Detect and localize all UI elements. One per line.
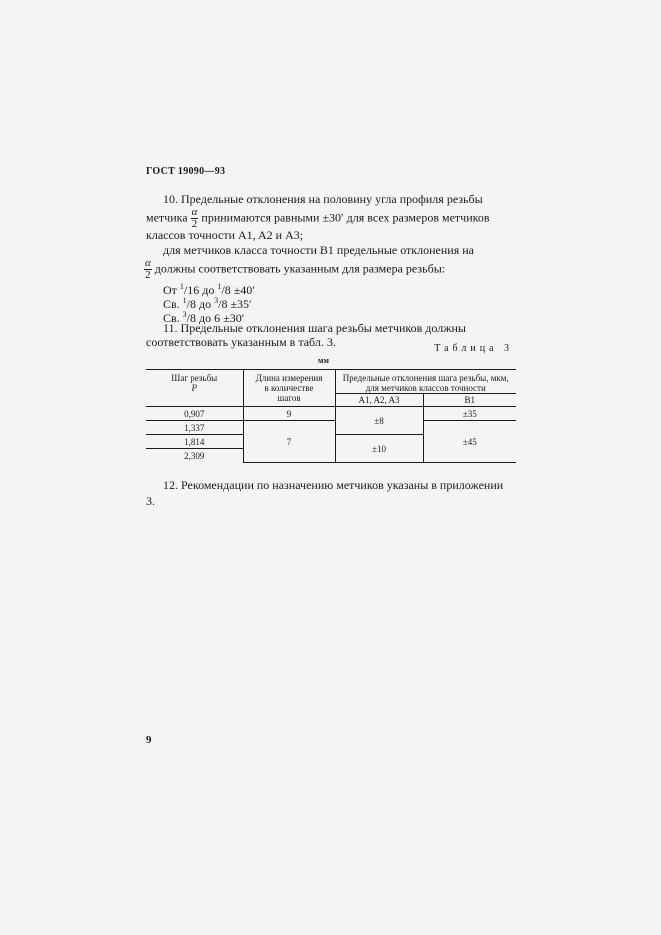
pitch-cell: 2,309 xyxy=(146,449,243,463)
deviation-b1-cell: ±45 xyxy=(423,421,516,463)
clause12-line2: 3. xyxy=(146,494,155,508)
pitch-cell: 1,814 xyxy=(146,435,243,449)
clause10-line1: 10. Предельные отклонения на половину угла профиля резьбы xyxy=(163,192,483,206)
col-header-pitch: Шаг резьбы P xyxy=(146,370,243,407)
table-caption: Таблица 3 xyxy=(434,343,513,354)
alpha-half-fraction: $\frac{\alpha}{2}$ xyxy=(191,206,198,230)
alpha-half-fraction-2: $\frac{\alpha}{2}$ xyxy=(145,257,151,281)
col-header-length: Длина измерения в количестве шагов xyxy=(243,370,335,407)
deviation-a-cell: ±8 xyxy=(335,407,423,435)
clause10-line4: для метчиков класса точности B1 предельные отклонения на xyxy=(163,243,474,257)
clause10-line5: $\frac{\alpha}{2}$ должны соответствовать указанным для размера резьбы: xyxy=(145,257,446,281)
clause11-line1: 11. Предельные отклонения шага резьбы метчиков должны xyxy=(163,321,466,335)
length-cell: 7 xyxy=(243,421,335,463)
deviation-b1-cell: ±35 xyxy=(423,407,516,421)
pitch-deviation-table xyxy=(146,369,516,463)
clause10-line3: классов точности A1, A2 и A3; xyxy=(146,228,304,242)
clause10-line2: метчика $\frac{\alpha}{2}$ принимаются равными ±30′ для всех размеров метчиков xyxy=(146,206,490,230)
col-header-deviation-group: Предельные отклонения шага резьбы, мкм, для метчиков классов точности xyxy=(335,370,516,394)
pitch-cell: 0,907 xyxy=(146,407,243,421)
table-unit: мм xyxy=(318,356,329,365)
range-line-1: От $^1$/16 до $^1$/8 ±40′ xyxy=(163,282,255,297)
clause11-line2: соответствовать указанным в табл. 3. xyxy=(146,335,336,349)
deviation-a-cell: ±10 xyxy=(335,435,423,463)
range-line-2: Св. $^1$/8 до $^3$/8 ±35′ xyxy=(163,296,252,311)
range-line-3: Св. $^3$/8 до 6 ±30′ xyxy=(163,310,245,325)
pitch-cell: 1,337 xyxy=(146,421,243,435)
document-header: ГОСТ 19090—93 xyxy=(146,166,226,177)
length-cell: 9 xyxy=(243,407,335,421)
col-header-a-classes: A1, A2, A3 xyxy=(335,394,423,407)
clause12-line1: 12. Рекомендации по назначению метчиков указаны в приложении xyxy=(163,478,504,492)
page-number: 9 xyxy=(146,734,152,746)
col-header-b1: B1 xyxy=(423,394,516,407)
